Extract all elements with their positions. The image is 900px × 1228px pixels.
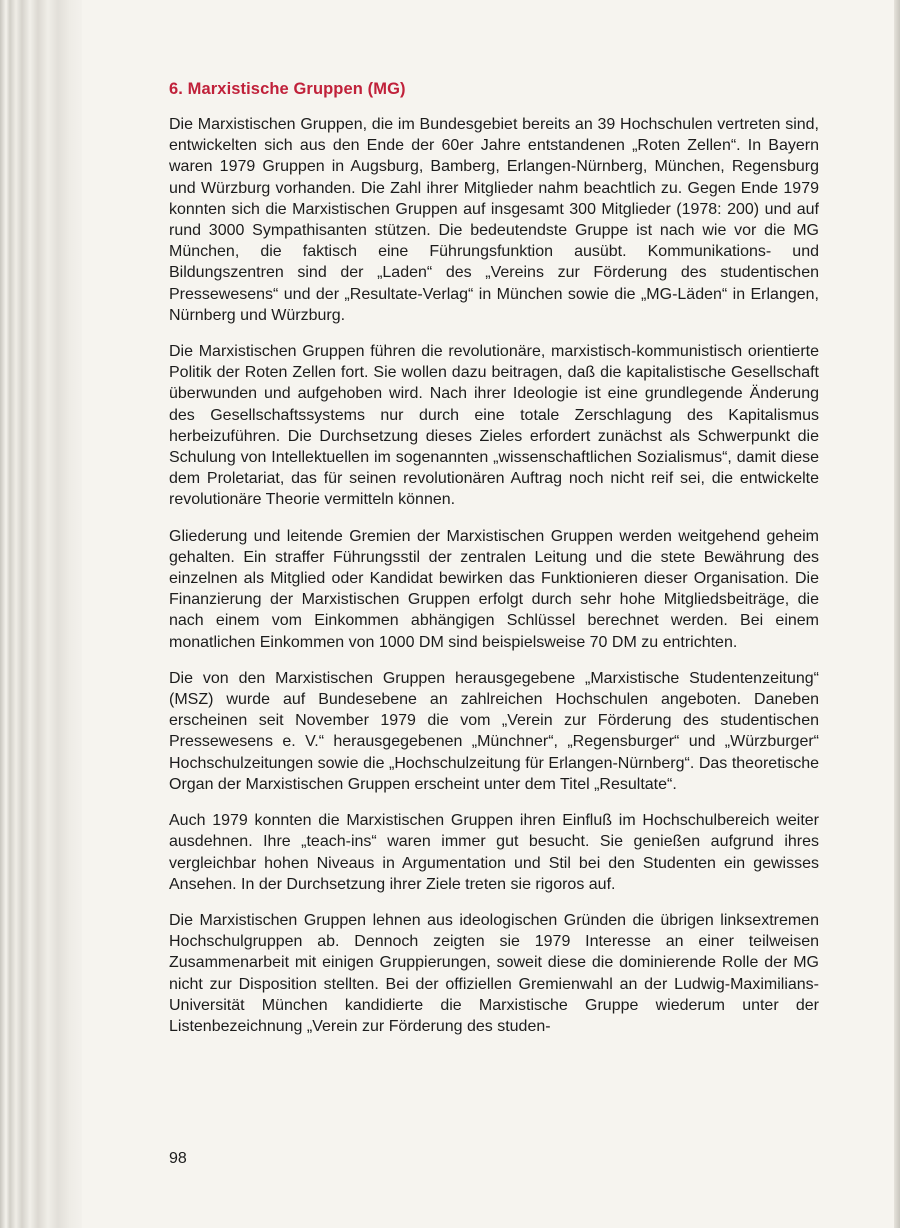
paragraph-5: Auch 1979 konnten die Marxistischen Gruppen ihren Einfluß im Hochschulbereich weiter ausdehnen. Ihre „teach-ins“ waren immer gut besucht. Sie genießen aufgrund ihres vergleichbar hohen Niveaus in Argumentation und Stil bei den Studenten ein gewisses Ansehen. In der Durchsetzung ihrer Ziele treten sie rigoros auf.	[169, 812, 819, 893]
paragraph-2: Die Marxistischen Gruppen führen die revolutionäre, marxistisch-kommunistisch orientierte Politik der Roten Zellen fort. Sie wollen dazu beitragen, daß die kapitalistische Gesellschaft überwunden und aufgehoben wird. Nach ihrer Ideologie ist eine grundlegende Änderung des Gesellschaftssystems nur durch eine totale Zerschlagung des Kapitalismus herbeizuführen. Die Durchsetzung dieses Zieles erfordert zunächst als Schwerpunkt die Schulung von Intellektuellen im sogenannten „wissenschaftlichen Sozialismus“, damit diese dem Proletariat, das für seinen revolutionären Auftrag noch nicht reif sei, die entwickelte revolutionäre Theorie vermitteln können.	[169, 343, 819, 509]
page-number: 98	[169, 1150, 187, 1167]
paragraph-4: Die von den Marxistischen Gruppen herausgegebene „Marxistische Studentenzeitung“ (MSZ) wurde auf Bundesebene an zahlreichen Hochschulen angeboten. Daneben erscheinen seit November 1979 die vom „Verein zur Förderung des studentischen Pressewesens e. V.“ herausgegebenen „Münchner“, „Regensburger“ und „Würzburger“ Hochschulzeitungen sowie die „Hochschulzeitung für Erlangen-Nürnberg“. Das theoretische Organ der Marxistischen Gruppen erscheint unter dem Titel „Resultate“.	[169, 669, 819, 793]
paragraph-3: Gliederung und leitende Gremien der Marxistischen Gruppen werden weitgehend geheim gehalten. Ein straffer Führungsstil der zentralen Leitung und die stete Bewährung des einzelnen als Mitglied oder Kandidat bewirken das Funktionieren dieser Organisation. Die Finanzierung der Marxistischen Gruppen erfolgt durch sehr hohe Mitgliedsbeiträge, die nach einem vom Einkommen abhängigen Schlüssel berechnet werden. Bei einem monatlichen Einkommen von 1000 DM sind beispielsweise 70 DM zu entrichten.	[169, 527, 819, 651]
book-binding-edge	[0, 0, 82, 1228]
section-heading: 6. Marxistische Gruppen (MG)	[169, 80, 406, 98]
page-content	[169, 80, 819, 1052]
paragraph-1: Die Marxistischen Gruppen, die im Bundesgebiet bereits an 39 Hochschulen vertreten sind, entwickelten sich aus den Ende der 60er Jahre entstandenen „Roten Zellen“. In Bayern waren 1979 Gruppen in Augsburg, Bamberg, Erlangen-Nürnberg, München, Regensburg und Würzburg vorhanden. Die Zahl ihrer Mitglieder nahm beachtlich zu. Gegen Ende 1979 konnten sich die Marxistischen Gruppen auf insgesamt 300 Mitglieder (1978: 200) und auf rund 3000 Sympathisanten stützen. Die bedeutendste Gruppe ist nach wie vor die MG München, die faktisch eine Führungsfunktion ausübt. Kommunikations- und Bildungszentren sind der „Laden“ des „Vereins zur Förderung des studentischen Pressewesens“ und der „Resultate-Verlag“ in München sowie die „MG-Läden“ in Erlangen, Nürnberg und Würzburg.	[169, 116, 819, 324]
page-right-edge	[894, 0, 900, 1228]
paragraph-6: Die Marxistischen Gruppen lehnen aus ideologischen Gründen die übrigen linksextremen Hochschulgruppen ab. Dennoch zeigten sie 1979 Interesse an einer teilweisen Zusammenarbeit mit einigen Gruppierungen, soweit diese die dominierende Rolle der MG nicht zur Disposition stellten. Bei der offiziellen Gremienwahl an der Ludwig-Maximilians-Universität München kandidierte die Marxistische Gruppe wiederum unter der Listenbezeichnung „Verein zur Förderung des studen-	[169, 911, 819, 1035]
